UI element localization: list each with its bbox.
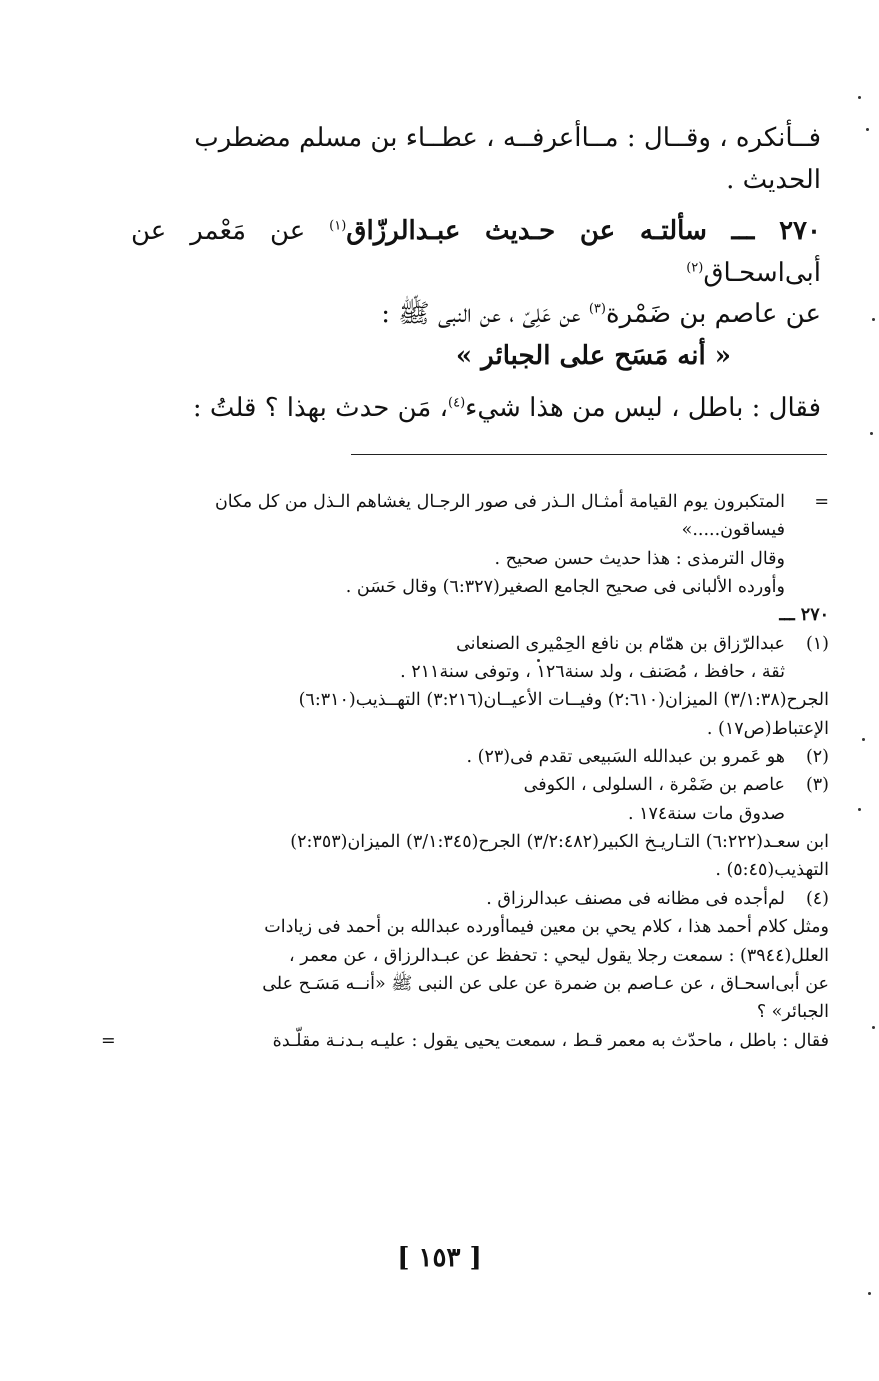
text-line: الجبائر» ؟ — [756, 1002, 829, 1023]
scan-speck — [862, 738, 865, 741]
continuation-mark: = — [814, 492, 829, 512]
footnote-ref: (٤) — [448, 394, 466, 410]
text-line: وأورده الألبانى فى صحيح الجامع الصغير(٦:٣٢٧) وقال حَسَن . — [345, 577, 785, 598]
footnote-number: (١) — [805, 633, 829, 654]
footnote-divider — [351, 454, 827, 455]
text-segment: ، مَن حدث بهذا ؟ قلتُ : — [192, 392, 449, 423]
text-line: عن أبى‌اسحـاق ، عن عـاصم بن ضمرة عن على عن النبى ﷺ «أنــه مَسَـح على — [262, 973, 829, 994]
text-line: عبدالرّزاق بن همّام بن نافع الحِمْيرى الصنعانى — [456, 633, 785, 654]
footnote-number: (٤) — [805, 888, 829, 909]
text-line: الحديث . — [726, 164, 821, 195]
text-line: ثقة ، حافظ ، مُصَنف ، ولد سنة١٢٦ ، وتوفى سنة٢١١ . — [400, 662, 785, 683]
main-text — [131, 118, 821, 429]
text-line: المتكبرون يوم القيامة أمثـال الـذر فى صور الرجـال يغشاهم الـذل من كل مكان — [214, 492, 785, 512]
scan-speck — [870, 432, 873, 435]
footnote-ref: (٢) — [686, 260, 704, 276]
scan-speck — [868, 1292, 871, 1295]
text-segment: عن مَعْمر عن أبى‌اسحـاق — [131, 216, 821, 288]
scan-speck — [537, 659, 540, 662]
text-line: فيساقون.....» — [681, 520, 785, 541]
text-segment: فقال : باطل ، ليس من هذا شيء — [465, 392, 821, 423]
text-line: فــأنكره ، وقــال : مــاأعرفــه ، عطــاء بن مسلم مضطرب — [194, 123, 821, 153]
footnote-4-body — [139, 913, 829, 1026]
text-line: ومثل كلام أحمد هذا ، كلام يحي بن معين فيماأورده عبدالله بن أحمد فى زيادات — [264, 917, 829, 938]
text-line: وقال الترمذى : هذا حديث حسن صحيح . — [494, 548, 785, 569]
page-number: [ ١٥٣ ] — [397, 1243, 482, 1273]
text-segment: عن عَلِىّ ، عن النبى ﷺ : — [381, 299, 589, 330]
text-line: هو عَمرو بن عبدالله السَبيعى تقدم فى(٢٣) . — [466, 747, 785, 768]
entry-number: ٢٧٠ — [779, 216, 821, 247]
footnote-number: (٣) — [805, 775, 829, 796]
footnote-4 — [139, 885, 829, 913]
text-line: لم‌أجده فى مظانه فى مصنف عبدالرزاق . — [486, 888, 785, 909]
footnote-ref: (٣) — [588, 301, 606, 317]
footnotes — [101, 488, 829, 1055]
paragraph-entry-270 — [131, 211, 821, 377]
text-line: الجرح(٣/١:٣٨) الميزان(٢:٦١٠) وفيــات الأعيــان(٣:٢١٦) التهــذيب(٦:٣١٠) — [298, 690, 829, 711]
continuation-mark: = — [101, 1030, 116, 1051]
text-segment: ـــ سألتـه عن حـديث عبـدالرزّاق — [346, 216, 780, 247]
scan-speck — [858, 808, 861, 811]
text-line: فقال : باطل ، ماحدّث به معمر قـط ، سمعت يحيى يقول : عليـه بـدنـة مقلّـدة — [272, 1030, 829, 1051]
footnote-section-label: ٢٧٠ ـــ — [779, 605, 829, 626]
footnote-number: (٢) — [805, 747, 829, 768]
footnote-1 — [139, 630, 829, 687]
paragraph-answer — [131, 388, 821, 430]
scan-speck — [872, 1026, 875, 1029]
text-line: العلل(٣٩٤٤) : سمعت رجلا يقول ليحي : تحفظ عن عبـدالرزاق ، عن معمر ، — [289, 945, 829, 966]
paragraph-narration — [131, 118, 821, 201]
text-segment: عن عاصم بن ضَمْرة — [605, 299, 821, 330]
footnote-4-last-line — [101, 1027, 829, 1055]
scan-speck — [872, 318, 875, 321]
footnote-ref: (١) — [329, 218, 347, 234]
text-line: التهذيب(٥:٤٥) . — [715, 860, 829, 881]
text-line: صدوق مات سنة١٧٤ . — [627, 803, 785, 824]
scan-speck — [858, 96, 861, 99]
text-line: ابن سعـد(٦:٢٢٢) التـاريـخ الكبير(٣/٢:٤٨٢) الجرح(٣/١:٣٤٥) الميزان(٢:٣٥٣) — [290, 832, 829, 853]
footnote-1-refs — [139, 686, 829, 743]
footnote-3-refs — [139, 828, 829, 885]
text-line: عاصم بن ضَمْرة ، السلولى ، الكوفى — [523, 775, 785, 796]
hadith-quote: « أنه مَسَح على الجبائر » — [455, 340, 731, 371]
text-line: الإعتباط(ص١٧) . — [706, 718, 829, 739]
footnote-continued — [139, 488, 829, 601]
footnote-2 — [139, 743, 829, 771]
scan-speck — [866, 128, 869, 131]
footnote-3 — [139, 771, 829, 828]
